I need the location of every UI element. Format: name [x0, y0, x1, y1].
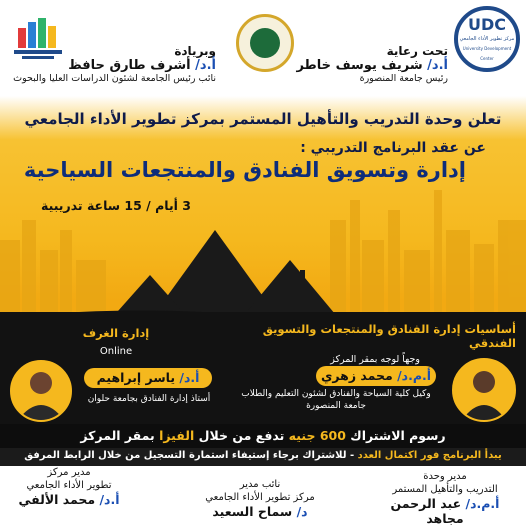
trainer2-photo: [10, 360, 72, 422]
signature-3-role2: تطوير الأداء الجامعي: [26, 480, 112, 491]
fee-pre: رسوم الاشتراك: [350, 428, 446, 443]
signature-2-name: سماح السعيد: [212, 504, 293, 519]
sponsor-name-title: أ.د/: [427, 58, 448, 73]
trainer1-title: أ.م.د/: [397, 368, 432, 383]
udc-logo-en: University Development Center: [462, 45, 512, 61]
signature-2: [190, 478, 330, 519]
sponsor-name-line: [278, 58, 448, 73]
sponsor-name: شريف يوسف خاطر: [296, 58, 423, 73]
program-duration: 3 أيام / 15 ساعة تدريبية: [41, 198, 191, 213]
signature-3-name: محمد الألفي: [18, 492, 96, 507]
topic-left-title: إدارة الغرف: [82, 326, 150, 340]
trainer2-role: أستاذ إدارة الفنادق بجامعة حلوان: [87, 394, 211, 404]
udc-logo-text: UDC: [467, 14, 506, 34]
signature-3-name-line: [4, 492, 134, 507]
program-title: إدارة وتسويق الفنادق والمنتجعات السياحية: [23, 158, 466, 182]
fee-visa: الفيزا: [159, 428, 195, 443]
fee-text: [0, 428, 526, 443]
register-text: [0, 450, 526, 461]
presided-name-line: [6, 58, 216, 73]
fee-post: بمقر المركز: [80, 428, 155, 443]
topic-left: [76, 326, 156, 357]
presided-block: [6, 44, 216, 84]
fee-mid: تدفع من خلال: [198, 428, 285, 443]
announcement-text: تعلن وحدة التدريب والتأهيل المستمر بمركز تطوير الأداء الجامعي: [24, 110, 502, 128]
topic-right: [226, 322, 516, 365]
signature-3-title: أ.د/: [99, 492, 120, 507]
signature-3: [4, 466, 134, 507]
university-seal-icon: [250, 28, 280, 58]
person-avatar-icon: [12, 362, 70, 420]
signature-2-name-line: [190, 504, 330, 519]
register-rest: - للاشتراك برجاء إستيفاء استمارة التسجيل من خلال الرابط المرفق: [24, 450, 355, 461]
trainer1-role-block: [226, 388, 446, 412]
trainer1-role2: جامعة المنصورة: [306, 401, 366, 411]
trainer1-name: محمد زهري: [320, 368, 393, 383]
trainer2-name: ياسر إبراهيم: [96, 370, 176, 385]
signature-1-role2: التدريب والتأهيل المستمر: [392, 484, 498, 495]
sponsor-block: [278, 44, 448, 84]
trainer2-title: أ.د/: [179, 370, 200, 385]
presided-name: أشرف طارق حافظ: [68, 58, 191, 73]
topic-right-mode: وجهاً لوجه بمقر المركز: [330, 354, 420, 365]
signature-1-name-line: [370, 496, 520, 526]
register-highlight: يبدأ البرنامج فور اكتمال العدد: [357, 450, 502, 461]
trainer1-role: وكيل كلية السياحة والفنادق لشئون التعليم والطلاب: [241, 389, 431, 399]
signature-2-title: د/: [296, 504, 308, 519]
topic-right-title: أساسيات إدارة الفنادق والمنتجعات والتسويق الفندقي: [262, 322, 516, 350]
trainer2-name-badge: [84, 368, 212, 388]
signature-1: [370, 470, 520, 526]
sponsor-title: تحت رعاية: [386, 44, 448, 58]
udc-logo-sub: مركز تطوير الأداء الجامعي: [459, 35, 515, 42]
presided-name-title: أ.د/: [195, 58, 216, 73]
signature-1-name: عبد الرحمن مجاهد: [390, 496, 464, 526]
topic-left-mode: Online: [99, 346, 133, 357]
signature-1-role1: مدير وحدة: [423, 471, 467, 482]
presided-role: نائب رئيس الجامعة لشئون الدراسات العليا والبحوث: [13, 73, 216, 84]
trainer1-name-badge: [316, 366, 436, 386]
signature-2-role2: مركز تطوير الأداء الجامعي: [205, 492, 315, 503]
fee-amount: 600 جنيه: [288, 428, 346, 443]
signature-3-role1: مدير مركز: [47, 467, 91, 478]
presided-title: وبريادة: [174, 44, 216, 58]
person-avatar-icon: [454, 360, 514, 420]
signature-1-title: أ.م.د/: [465, 496, 500, 511]
signature-2-role1: نائب مدير: [239, 479, 281, 490]
sponsor-role: رئيس جامعة المنصورة: [359, 73, 448, 84]
udc-logo: [454, 6, 520, 72]
contract-line: عن عقد البرنامج التدريبي :: [300, 140, 486, 156]
trainer1-photo: [452, 358, 516, 422]
